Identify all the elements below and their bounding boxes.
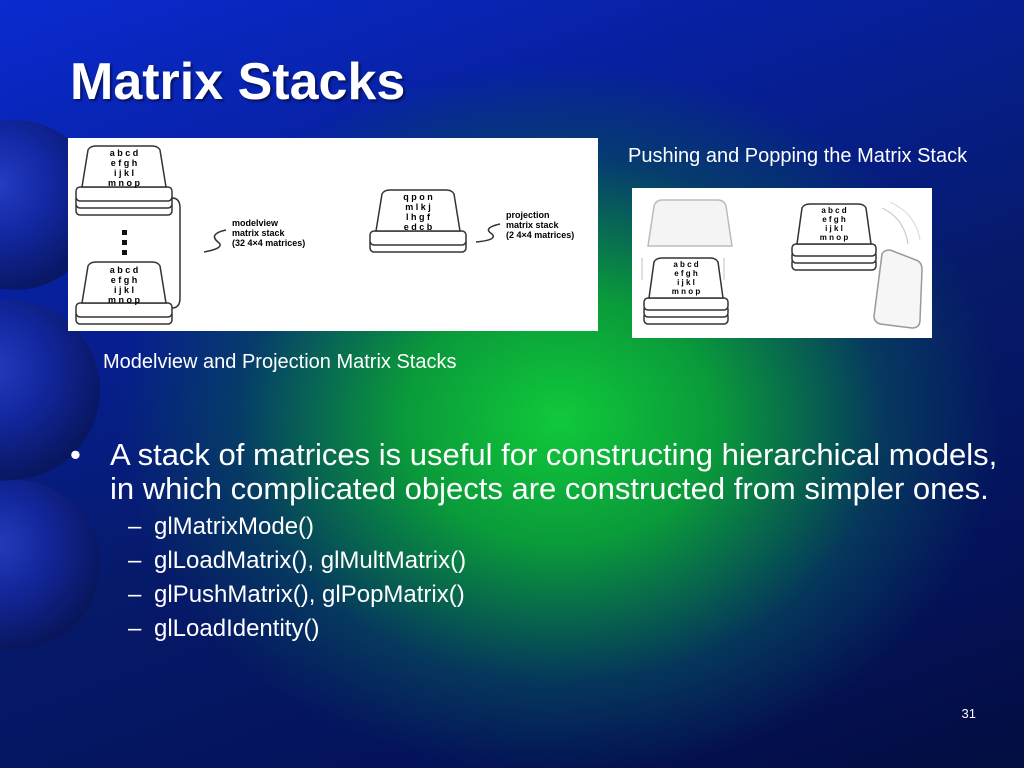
main-bullet — [70, 438, 1000, 506]
bullet-list — [70, 438, 1000, 646]
left-stack-row: a b c d — [673, 260, 699, 269]
projection-label: matrix stack — [506, 220, 559, 230]
right-stack-row: a b c d — [821, 206, 847, 215]
sub-bullet-marker: – — [128, 513, 142, 540]
modelview-stack-top — [76, 146, 172, 215]
modelview-label: matrix stack — [232, 228, 285, 238]
projection-label: (2 4×4 matrices) — [506, 230, 575, 240]
left-stack — [644, 258, 728, 324]
sub-bullet — [128, 510, 1000, 544]
modelview-label: (32 4×4 matrices) — [232, 238, 306, 248]
stack-ellipsis — [122, 230, 127, 255]
modelview-stack-bottom — [76, 262, 172, 324]
left-stack-row: i j k l — [677, 278, 695, 287]
sub-bullet-list — [70, 510, 1000, 646]
sub-bullet-marker: – — [128, 547, 142, 574]
sub-bullet-marker: – — [128, 581, 142, 608]
modelview-bottom-row: e f g h — [110, 275, 138, 285]
modelview-projection-figure — [68, 138, 598, 331]
modelview-top-row: m n o p — [108, 178, 140, 188]
bullet-marker: • — [70, 437, 81, 472]
pop-motion-arc — [882, 208, 908, 244]
main-bullet-text: A stack of matrices is useful for constructing hierarchical models, in which complicated objects are constructed from simpler ones. — [110, 437, 998, 506]
sub-bullet-text: glMatrixMode() — [154, 513, 315, 540]
page-number: 31 — [961, 706, 976, 721]
modelview-bottom-row: a b c d — [109, 265, 139, 275]
right-stack-row: m n o p — [819, 233, 849, 242]
modelview-label: modelview — [232, 218, 279, 228]
projection-row: l h g f — [406, 212, 430, 222]
modelview-bottom-row: i j k l — [113, 285, 135, 295]
figure-caption-modelview-projection: Modelview and Projection Matrix Stacks — [103, 351, 457, 373]
sub-bullet — [128, 612, 1000, 646]
popped-matrix — [874, 250, 922, 328]
sub-bullet — [128, 544, 1000, 578]
pop-motion-arc — [890, 202, 920, 240]
right-stack — [792, 204, 876, 270]
modelview-top-row: e f g h — [110, 158, 138, 168]
projection-row: m l k j — [405, 202, 431, 212]
left-stack-row: e f g h — [674, 269, 698, 278]
projection-row: e d c b — [403, 222, 433, 232]
slide-title: Matrix Stacks — [70, 53, 406, 111]
sub-bullet-marker: – — [128, 615, 142, 642]
left-stack-row: m n o p — [671, 287, 701, 296]
sub-bullet-text: glPushMatrix(), glPopMatrix() — [154, 581, 465, 608]
sub-bullet — [128, 578, 1000, 612]
sub-bullet-text: glLoadIdentity() — [154, 615, 320, 642]
right-stack-row: i j k l — [825, 224, 843, 233]
figure-caption-push-pop: Pushing and Popping the Matrix Stack — [628, 145, 968, 167]
projection-arrow — [476, 224, 500, 242]
modelview-top-row: i j k l — [113, 168, 135, 178]
ghost-matrix — [648, 200, 732, 246]
modelview-bottom-row: m n o p — [108, 295, 140, 305]
projection-stack — [370, 190, 466, 252]
modelview-arrow — [204, 230, 226, 252]
stack-bracket — [172, 198, 180, 308]
right-stack-row: e f g h — [822, 215, 846, 224]
push-pop-figure — [632, 188, 932, 338]
projection-row: q p o n — [403, 192, 433, 202]
sub-bullet-text: glLoadMatrix(), glMultMatrix() — [154, 547, 467, 574]
projection-label: projection — [506, 210, 550, 220]
modelview-top-row: a b c d — [109, 148, 139, 158]
